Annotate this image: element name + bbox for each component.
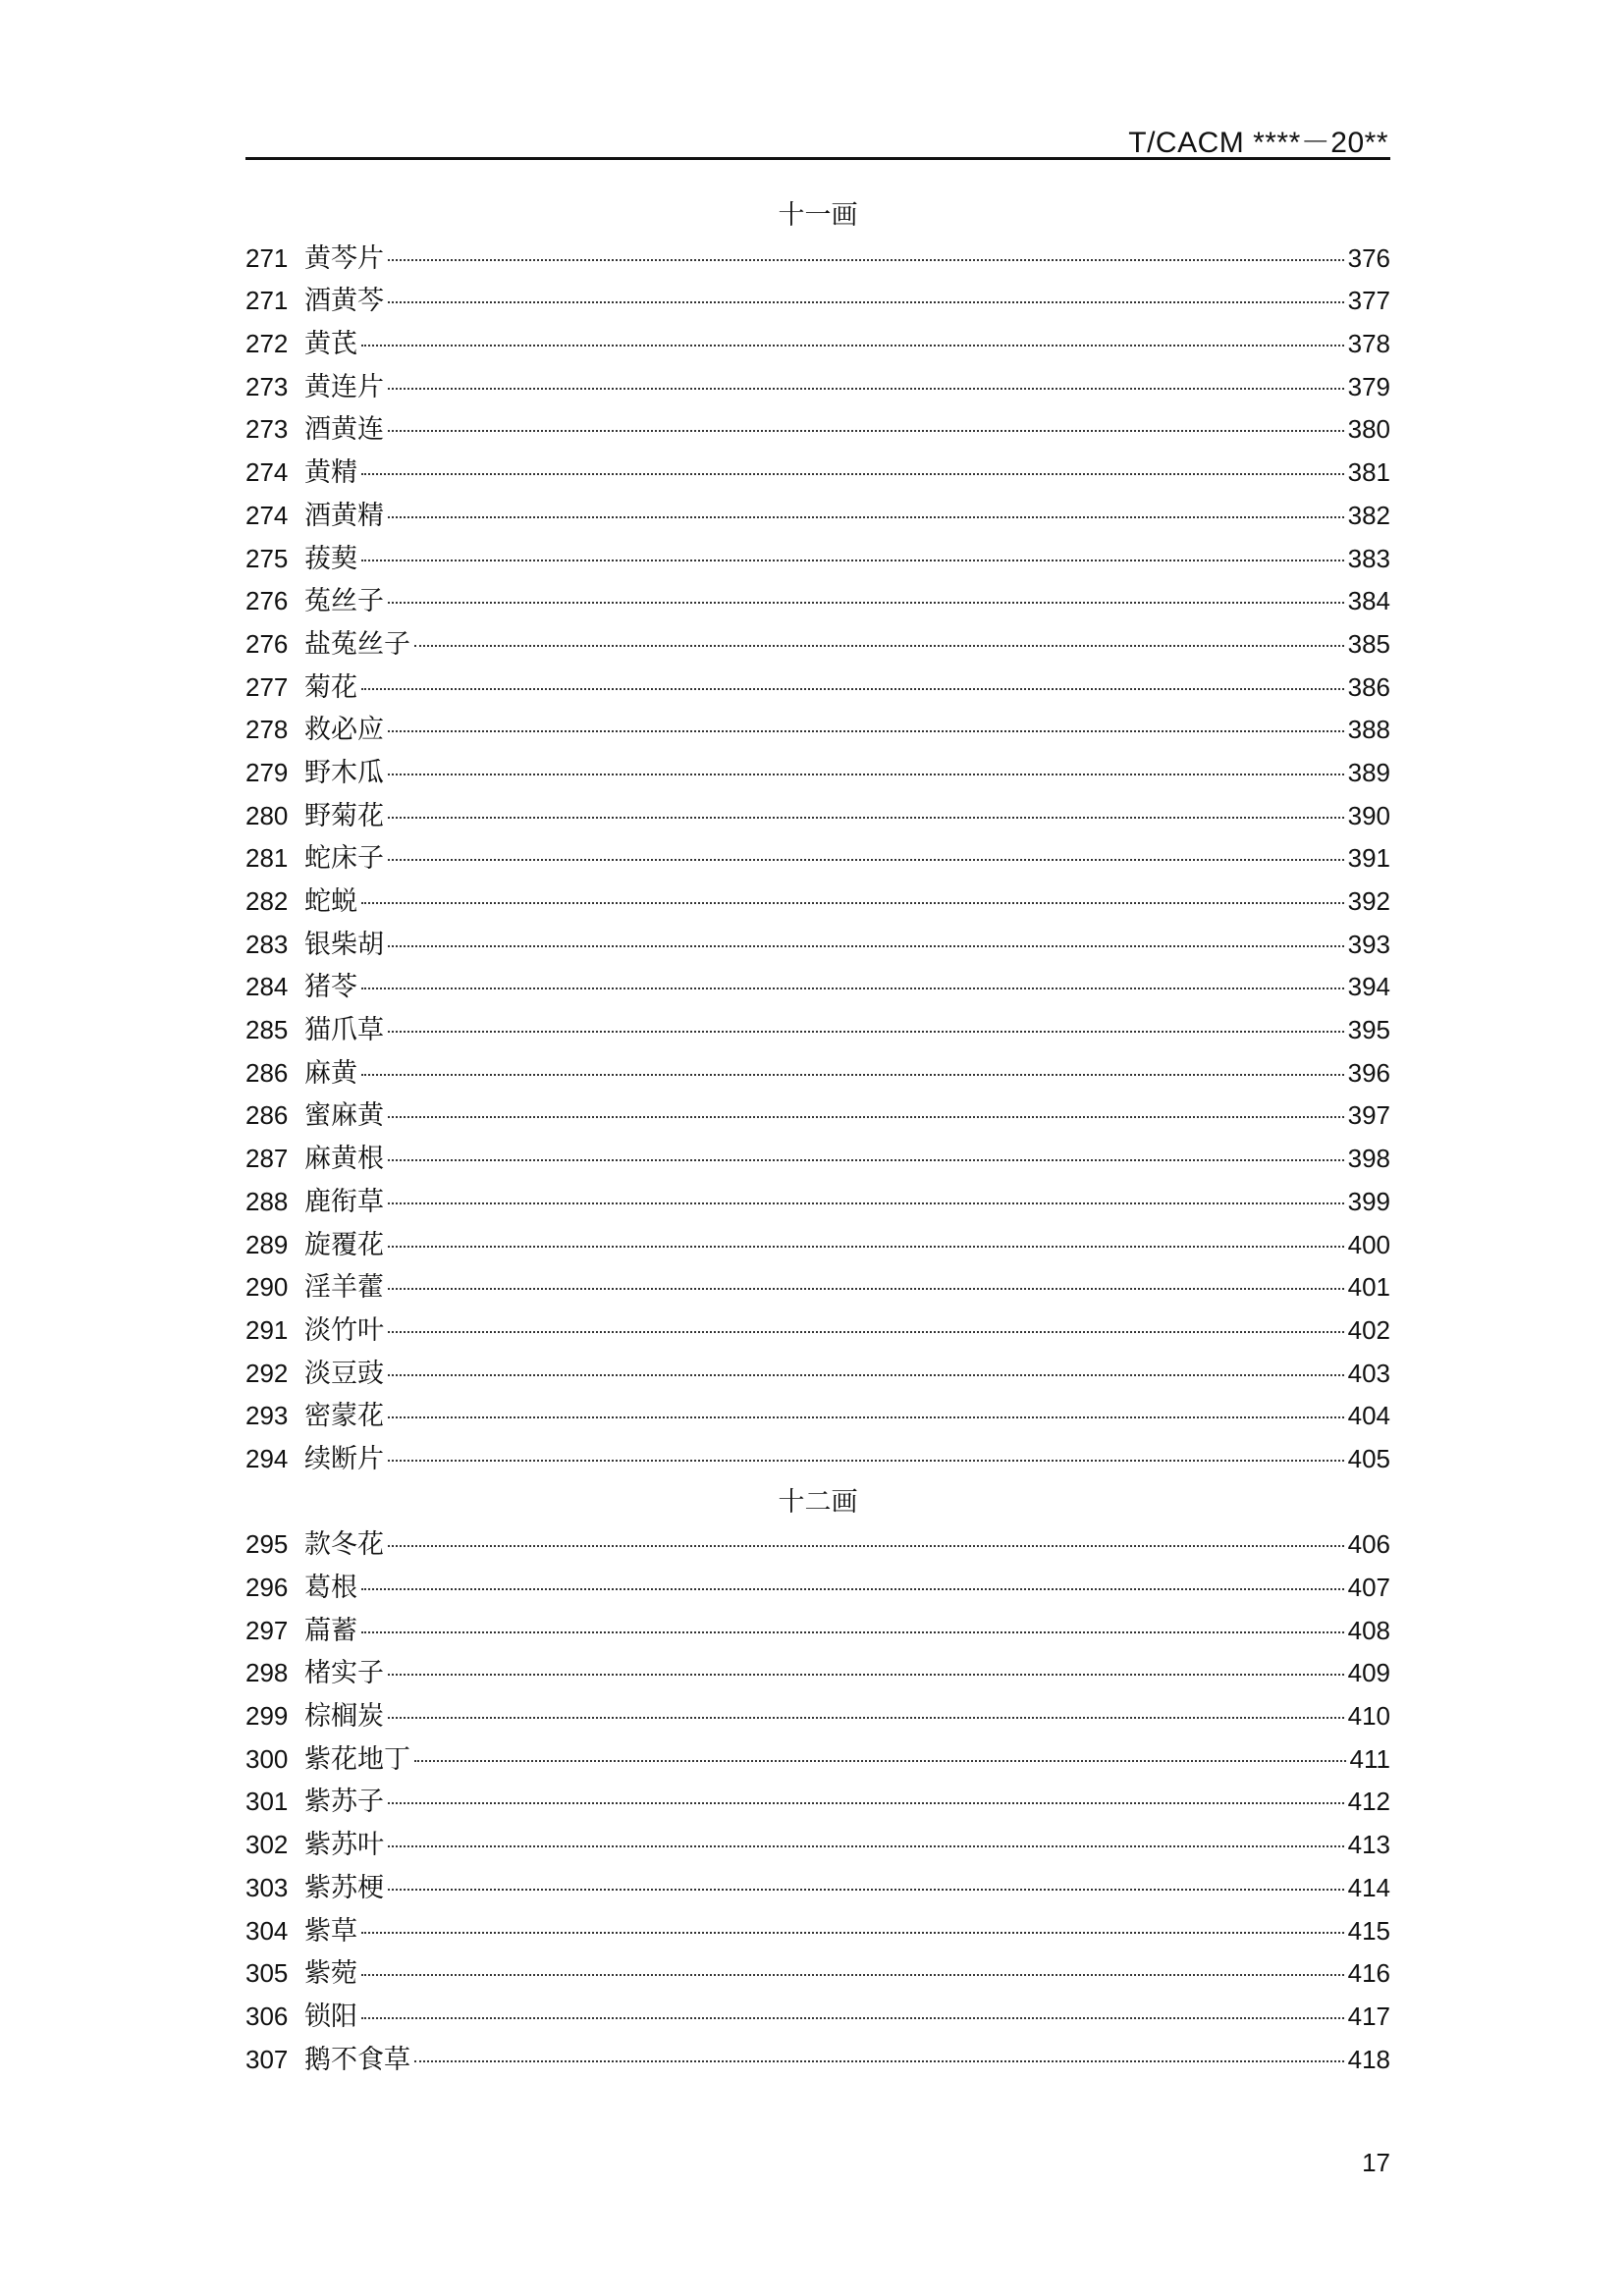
dot-leader bbox=[414, 1760, 1346, 1762]
entry-title: 盐菟丝子 bbox=[304, 628, 410, 660]
dot-leader bbox=[388, 1545, 1344, 1547]
toc-entry[interactable] bbox=[245, 795, 1390, 838]
dot-leader bbox=[361, 473, 1344, 475]
entry-number: 273 bbox=[245, 414, 289, 445]
entry-page-number: 389 bbox=[1347, 757, 1390, 787]
entry-page-number: 382 bbox=[1347, 500, 1390, 530]
entry-page-number: 412 bbox=[1347, 1787, 1390, 1817]
entry-number: 280 bbox=[245, 800, 289, 830]
dot-leader bbox=[388, 1031, 1344, 1033]
entry-number: 298 bbox=[245, 1658, 289, 1688]
page-header bbox=[245, 116, 1390, 160]
toc-entry[interactable] bbox=[245, 881, 1390, 924]
entry-page-number: 391 bbox=[1347, 843, 1390, 874]
entry-number: 284 bbox=[245, 972, 289, 1002]
entry-title: 黄芩片 bbox=[304, 242, 384, 274]
dot-leader bbox=[414, 2060, 1344, 2062]
entry-page-number: 392 bbox=[1347, 886, 1390, 916]
toc-entry[interactable] bbox=[245, 1224, 1390, 1267]
entry-page-number: 405 bbox=[1347, 1443, 1390, 1473]
entry-title: 救必应 bbox=[304, 715, 384, 746]
toc-entry[interactable] bbox=[245, 580, 1390, 623]
toc-entry[interactable] bbox=[245, 1610, 1390, 1653]
entry-title: 楮实子 bbox=[304, 1658, 384, 1689]
toc-entry[interactable] bbox=[245, 837, 1390, 881]
toc-entry[interactable] bbox=[245, 1695, 1390, 1738]
entry-page-number: 383 bbox=[1347, 543, 1390, 573]
dot-leader bbox=[388, 1460, 1344, 1462]
entry-title: 菟丝子 bbox=[304, 586, 384, 617]
entry-title: 紫花地丁 bbox=[304, 1743, 410, 1775]
toc-entry[interactable] bbox=[245, 1996, 1390, 2039]
toc-entry[interactable] bbox=[245, 1523, 1390, 1567]
entry-title: 黄连片 bbox=[304, 371, 384, 402]
entry-page-number: 393 bbox=[1347, 929, 1390, 959]
dot-leader bbox=[361, 345, 1344, 347]
entry-number: 307 bbox=[245, 2044, 289, 2074]
entry-title: 紫苏梗 bbox=[304, 1872, 384, 1903]
entry-page-number: 408 bbox=[1347, 1615, 1390, 1645]
entry-title: 麻黄 bbox=[304, 1057, 357, 1089]
entry-title: 酒黄连 bbox=[304, 414, 384, 446]
entry-number: 277 bbox=[245, 671, 289, 702]
entry-number: 272 bbox=[245, 329, 289, 359]
entry-title: 续断片 bbox=[304, 1443, 384, 1474]
toc-entry[interactable] bbox=[245, 323, 1390, 366]
entry-title: 黄芪 bbox=[304, 329, 357, 360]
entry-number: 288 bbox=[245, 1186, 289, 1216]
entry-page-number: 394 bbox=[1347, 972, 1390, 1002]
entry-number: 292 bbox=[245, 1358, 289, 1388]
entry-page-number: 413 bbox=[1347, 1830, 1390, 1860]
entry-number: 289 bbox=[245, 1229, 289, 1259]
entry-title: 紫苏子 bbox=[304, 1787, 384, 1818]
entry-page-number: 407 bbox=[1347, 1573, 1390, 1602]
entry-title: 蛇床子 bbox=[304, 843, 384, 875]
entry-page-number: 417 bbox=[1347, 2001, 1390, 2031]
entry-page-number: 414 bbox=[1347, 1872, 1390, 1902]
entry-title: 麻黄根 bbox=[304, 1144, 384, 1175]
entry-page-number: 409 bbox=[1347, 1658, 1390, 1688]
toc-entry[interactable] bbox=[245, 1052, 1390, 1095]
dot-leader bbox=[361, 688, 1344, 690]
toc-entry[interactable] bbox=[245, 1781, 1390, 1824]
entry-title: 鹅不食草 bbox=[304, 2044, 410, 2075]
entry-number: 301 bbox=[245, 1787, 289, 1817]
entry-title: 密蒙花 bbox=[304, 1401, 384, 1432]
toc-entry[interactable] bbox=[245, 1095, 1390, 1138]
entry-title: 淫羊藿 bbox=[304, 1272, 384, 1304]
page-number: 17 bbox=[1362, 2148, 1390, 2177]
entry-number: 275 bbox=[245, 543, 289, 573]
toc-entry[interactable] bbox=[245, 1438, 1390, 1481]
dot-leader bbox=[361, 1974, 1344, 1976]
toc-entry[interactable] bbox=[245, 1309, 1390, 1353]
entry-number: 302 bbox=[245, 1830, 289, 1860]
entry-title: 淡豆豉 bbox=[304, 1358, 384, 1389]
entry-title: 银柴胡 bbox=[304, 929, 384, 960]
dot-leader bbox=[388, 602, 1344, 604]
toc-entry[interactable] bbox=[245, 1009, 1390, 1052]
entry-page-number: 379 bbox=[1347, 371, 1390, 401]
entry-page-number: 396 bbox=[1347, 1057, 1390, 1088]
entry-title: 野菊花 bbox=[304, 800, 384, 831]
entry-number: 291 bbox=[245, 1314, 289, 1345]
toc-entry[interactable] bbox=[245, 1353, 1390, 1396]
toc-entry[interactable] bbox=[245, 280, 1390, 323]
dot-leader bbox=[388, 388, 1344, 390]
entry-title: 黄精 bbox=[304, 457, 357, 489]
toc-entry[interactable] bbox=[245, 408, 1390, 452]
entry-title: 蛇蜕 bbox=[304, 886, 357, 917]
toc-entry[interactable] bbox=[245, 1867, 1390, 1910]
entry-page-number: 410 bbox=[1347, 1701, 1390, 1732]
entry-page-number: 378 bbox=[1347, 329, 1390, 359]
dot-leader bbox=[388, 1116, 1344, 1118]
dot-leader bbox=[388, 859, 1344, 861]
entry-page-number: 416 bbox=[1347, 1958, 1390, 1989]
entry-number: 281 bbox=[245, 843, 289, 874]
entry-number: 276 bbox=[245, 586, 289, 616]
dot-leader bbox=[388, 1802, 1344, 1804]
toc-entry[interactable] bbox=[245, 924, 1390, 967]
toc-entry[interactable] bbox=[245, 1738, 1390, 1782]
toc-entry[interactable] bbox=[245, 495, 1390, 538]
section-heading: 十二画 bbox=[778, 1486, 858, 1518]
dot-leader bbox=[414, 645, 1344, 647]
entry-page-number: 385 bbox=[1347, 628, 1390, 659]
dot-leader bbox=[388, 1246, 1344, 1248]
entry-number: 296 bbox=[245, 1573, 289, 1602]
entry-title: 鹿衔草 bbox=[304, 1186, 384, 1217]
entry-number: 282 bbox=[245, 886, 289, 916]
entry-page-number: 402 bbox=[1347, 1314, 1390, 1345]
entry-number: 303 bbox=[245, 1872, 289, 1902]
toc-entry[interactable] bbox=[245, 452, 1390, 495]
dot-leader bbox=[361, 1074, 1344, 1076]
entry-page-number: 404 bbox=[1347, 1401, 1390, 1431]
dot-leader bbox=[388, 1845, 1344, 1847]
dot-leader bbox=[361, 1932, 1344, 1934]
entry-title: 淡竹叶 bbox=[304, 1314, 384, 1346]
entry-number: 271 bbox=[245, 286, 289, 316]
entry-title: 紫苏叶 bbox=[304, 1830, 384, 1861]
entry-title: 猫爪草 bbox=[304, 1015, 384, 1046]
entry-page-number: 406 bbox=[1347, 1529, 1390, 1560]
toc-entry[interactable] bbox=[245, 1952, 1390, 1996]
dot-leader bbox=[388, 301, 1344, 303]
toc-entry[interactable] bbox=[245, 238, 1390, 281]
dot-leader bbox=[388, 817, 1344, 819]
dot-leader bbox=[388, 1331, 1344, 1333]
entry-number: 279 bbox=[245, 757, 289, 787]
entry-number: 273 bbox=[245, 371, 289, 401]
entry-number: 285 bbox=[245, 1015, 289, 1045]
entry-number: 283 bbox=[245, 929, 289, 959]
entry-title: 猪苓 bbox=[304, 972, 357, 1003]
entry-number: 294 bbox=[245, 1443, 289, 1473]
entry-number: 286 bbox=[245, 1100, 289, 1131]
entry-number: 306 bbox=[245, 2001, 289, 2031]
dot-leader bbox=[388, 774, 1344, 775]
dot-leader bbox=[361, 902, 1344, 904]
entry-number: 276 bbox=[245, 628, 289, 659]
toc-entry[interactable] bbox=[245, 667, 1390, 710]
entry-number: 304 bbox=[245, 1915, 289, 1946]
toc-entry[interactable] bbox=[245, 1266, 1390, 1309]
toc-entry[interactable] bbox=[245, 1181, 1390, 1224]
entry-page-number: 376 bbox=[1347, 242, 1390, 273]
entry-title: 萹蓄 bbox=[304, 1615, 357, 1646]
entry-title: 旋覆花 bbox=[304, 1229, 384, 1260]
entry-title: 葛根 bbox=[304, 1573, 357, 1603]
entry-title: 锁阳 bbox=[304, 2001, 357, 2032]
dot-leader bbox=[388, 1717, 1344, 1719]
entry-title: 酒黄芩 bbox=[304, 286, 384, 317]
toc-entry[interactable] bbox=[245, 366, 1390, 409]
entry-title: 紫草 bbox=[304, 1915, 357, 1947]
toc-entry[interactable] bbox=[245, 2039, 1390, 2082]
dot-leader bbox=[388, 1374, 1344, 1376]
entry-number: 295 bbox=[245, 1529, 289, 1560]
dot-leader bbox=[388, 259, 1344, 261]
entry-page-number: 380 bbox=[1347, 414, 1390, 445]
entry-title: 菊花 bbox=[304, 671, 357, 703]
table-of-contents bbox=[245, 194, 1390, 2081]
toc-entry[interactable] bbox=[245, 623, 1390, 667]
entry-number: 297 bbox=[245, 1615, 289, 1645]
toc-entry[interactable] bbox=[245, 709, 1390, 752]
toc-entry[interactable] bbox=[245, 538, 1390, 581]
entry-page-number: 418 bbox=[1347, 2044, 1390, 2074]
entry-page-number: 411 bbox=[1349, 1743, 1390, 1774]
entry-page-number: 386 bbox=[1347, 671, 1390, 702]
entry-page-number: 401 bbox=[1347, 1272, 1390, 1303]
dot-leader bbox=[388, 1202, 1344, 1204]
dot-leader bbox=[388, 1159, 1344, 1161]
dot-leader bbox=[388, 1416, 1344, 1418]
entry-page-number: 395 bbox=[1347, 1015, 1390, 1045]
entry-page-number: 415 bbox=[1347, 1915, 1390, 1946]
entry-number: 287 bbox=[245, 1144, 289, 1174]
dot-leader bbox=[361, 1588, 1344, 1590]
entry-page-number: 397 bbox=[1347, 1100, 1390, 1131]
entry-number: 271 bbox=[245, 242, 289, 273]
toc-entry[interactable] bbox=[245, 752, 1390, 795]
toc-entry[interactable] bbox=[245, 1395, 1390, 1438]
entry-number: 274 bbox=[245, 457, 289, 488]
entry-number: 305 bbox=[245, 1958, 289, 1989]
entry-page-number: 381 bbox=[1347, 457, 1390, 488]
toc-entry[interactable] bbox=[245, 966, 1390, 1009]
entry-title: 菝葜 bbox=[304, 543, 357, 574]
toc-entry[interactable] bbox=[245, 1138, 1390, 1181]
dot-leader bbox=[361, 2017, 1344, 2019]
entry-number: 286 bbox=[245, 1057, 289, 1088]
dot-leader bbox=[388, 1889, 1344, 1891]
dot-leader bbox=[361, 1631, 1344, 1633]
toc-entry[interactable] bbox=[245, 1910, 1390, 1953]
toc-entry[interactable] bbox=[245, 1824, 1390, 1867]
entry-page-number: 377 bbox=[1347, 286, 1390, 316]
dot-leader bbox=[388, 430, 1344, 432]
toc-entry[interactable] bbox=[245, 1567, 1390, 1610]
entry-number: 300 bbox=[245, 1743, 289, 1774]
entry-page-number: 388 bbox=[1347, 715, 1390, 745]
entry-number: 290 bbox=[245, 1272, 289, 1303]
dot-leader bbox=[388, 516, 1344, 518]
entry-page-number: 400 bbox=[1347, 1229, 1390, 1259]
entry-title: 蜜麻黄 bbox=[304, 1100, 384, 1132]
dot-leader bbox=[361, 988, 1344, 989]
document-code: T/CACM ****－20** bbox=[1128, 127, 1388, 159]
dot-leader bbox=[388, 730, 1344, 732]
toc-entry[interactable] bbox=[245, 1652, 1390, 1695]
entry-title: 酒黄精 bbox=[304, 500, 384, 531]
entry-page-number: 403 bbox=[1347, 1358, 1390, 1388]
dot-leader bbox=[361, 560, 1344, 561]
dot-leader bbox=[388, 1288, 1344, 1290]
entry-number: 278 bbox=[245, 715, 289, 745]
entry-number: 274 bbox=[245, 500, 289, 530]
entry-page-number: 398 bbox=[1347, 1144, 1390, 1174]
entry-title: 野木瓜 bbox=[304, 757, 384, 788]
entry-title: 款冬花 bbox=[304, 1529, 384, 1561]
entry-page-number: 384 bbox=[1347, 586, 1390, 616]
entry-number: 293 bbox=[245, 1401, 289, 1431]
entry-number: 299 bbox=[245, 1701, 289, 1732]
section-heading: 十一画 bbox=[778, 200, 858, 231]
entry-page-number: 390 bbox=[1347, 800, 1390, 830]
entry-title: 棕榈炭 bbox=[304, 1701, 384, 1733]
dot-leader bbox=[388, 945, 1344, 947]
entry-page-number: 399 bbox=[1347, 1186, 1390, 1216]
entry-title: 紫菀 bbox=[304, 1958, 357, 1990]
dot-leader bbox=[388, 1674, 1344, 1676]
